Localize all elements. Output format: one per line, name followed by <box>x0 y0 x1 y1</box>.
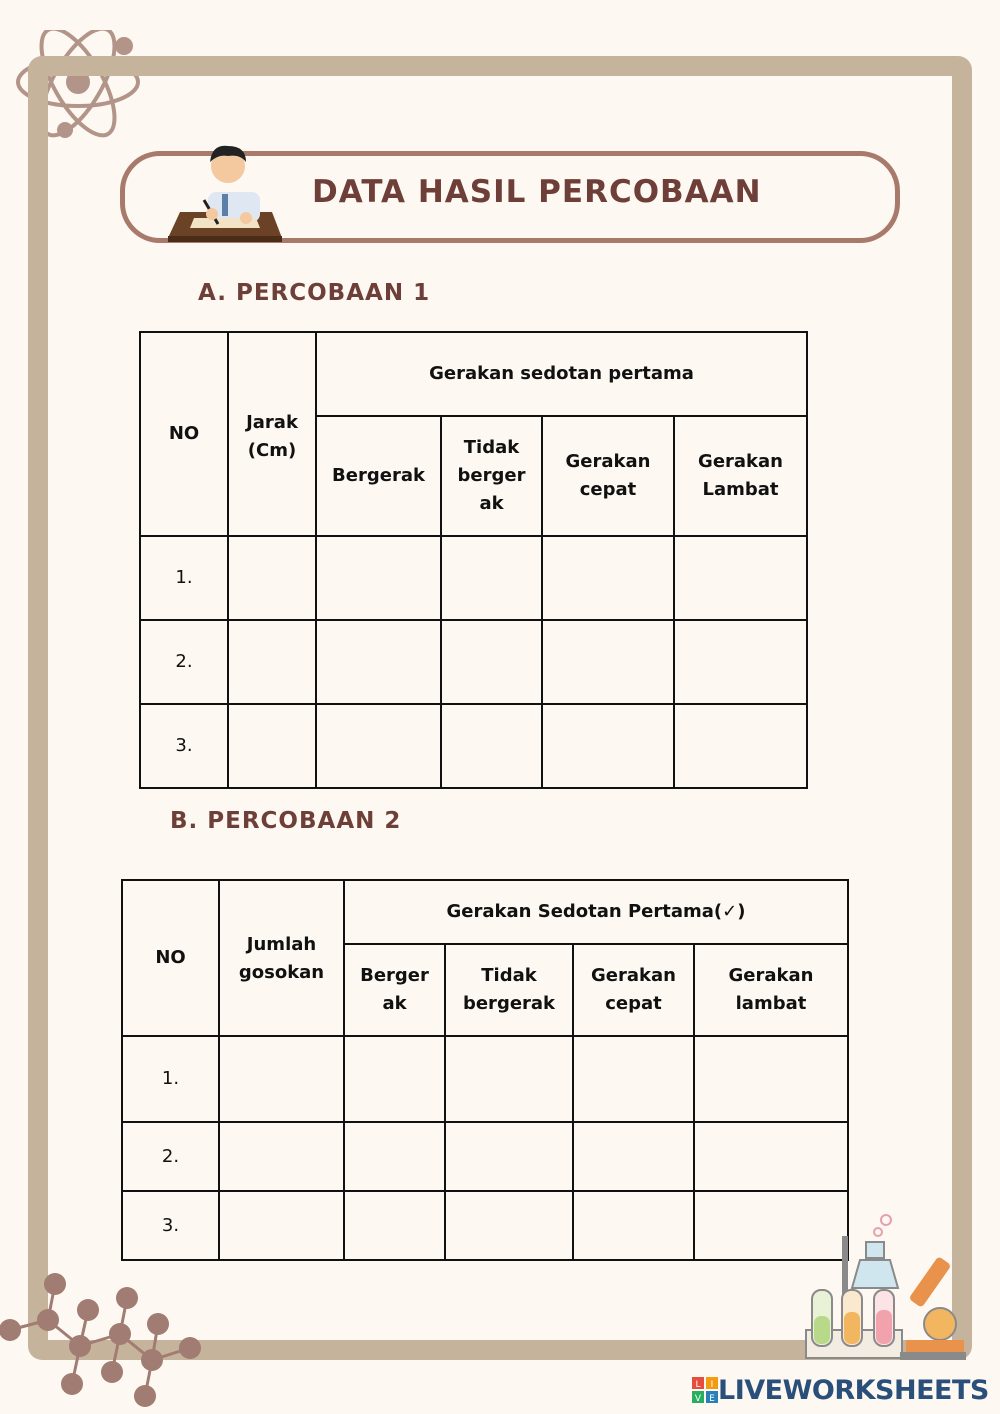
molecule-icon <box>0 1268 215 1414</box>
input-cell[interactable] <box>674 536 807 620</box>
sub-header-gerakan-lambat: Gerakan Lambat <box>674 416 807 536</box>
table-row <box>140 704 807 788</box>
section-b-heading: B. PERCOBAAN 2 <box>170 808 402 834</box>
table-row <box>140 536 807 620</box>
svg-text:V: V <box>694 1394 702 1403</box>
input-cell[interactable] <box>573 1036 694 1122</box>
input-cell[interactable] <box>573 1122 694 1191</box>
row-number: 3. <box>140 704 228 788</box>
input-cell[interactable] <box>228 536 316 620</box>
group-header-gerakan: Gerakan Sedotan Pertama(✓) <box>344 880 848 944</box>
input-cell[interactable] <box>219 1036 344 1122</box>
input-cell[interactable] <box>542 704 674 788</box>
input-cell[interactable] <box>542 620 674 704</box>
col-no-header: NO <box>122 880 219 1036</box>
input-cell[interactable] <box>674 620 807 704</box>
table-row <box>122 1191 848 1260</box>
table-row <box>140 620 807 704</box>
sub-header-gerakan-lambat: Gerakan lambat <box>694 944 848 1036</box>
row-number: 3. <box>122 1191 219 1260</box>
sub-header-tidak-bergerak: Tidak bergerak <box>445 944 573 1036</box>
sub-header-gerakan-cepat: Gerakan cepat <box>573 944 694 1036</box>
input-cell[interactable] <box>445 1191 573 1260</box>
input-cell[interactable] <box>344 1122 445 1191</box>
input-cell[interactable] <box>316 536 441 620</box>
row-number: 1. <box>140 536 228 620</box>
percobaan-1-table <box>139 331 808 789</box>
group-header-gerakan: Gerakan sedotan pertama <box>316 332 807 416</box>
svg-text:E: E <box>709 1394 715 1403</box>
sub-header-bergerak: Berger ak <box>344 944 445 1036</box>
row-number: 2. <box>122 1122 219 1191</box>
input-cell[interactable] <box>344 1191 445 1260</box>
input-cell[interactable] <box>344 1036 445 1122</box>
sub-header-tidak-bergerak: Tidak berger ak <box>441 416 542 536</box>
input-cell[interactable] <box>542 536 674 620</box>
liveworksheets-brand <box>692 1370 989 1410</box>
sub-header-gerakan-cepat: Gerakan cepat <box>542 416 674 536</box>
input-cell[interactable] <box>228 704 316 788</box>
col-jarak-header: Jarak (Cm) <box>228 332 316 536</box>
table-row <box>122 1036 848 1122</box>
input-cell[interactable] <box>573 1191 694 1260</box>
row-number: 2. <box>140 620 228 704</box>
input-cell[interactable] <box>441 620 542 704</box>
input-cell[interactable] <box>445 1122 573 1191</box>
input-cell[interactable] <box>694 1036 848 1122</box>
input-cell[interactable] <box>316 704 441 788</box>
input-cell[interactable] <box>445 1036 573 1122</box>
brand-name: LIVEWORKSHEETS <box>718 1374 989 1406</box>
input-cell[interactable] <box>441 536 542 620</box>
row-number: 1. <box>122 1036 219 1122</box>
col-no-header: NO <box>140 332 228 536</box>
table-row <box>122 1122 848 1191</box>
col-jumlah-header: Jumlah gosokan <box>219 880 344 1036</box>
student-writing-illustration <box>160 138 290 244</box>
lab-equipment-illustration <box>800 1212 970 1362</box>
svg-text:I: I <box>710 1380 714 1390</box>
input-cell[interactable] <box>219 1191 344 1260</box>
input-cell[interactable] <box>228 620 316 704</box>
input-cell[interactable] <box>694 1122 848 1191</box>
input-cell[interactable] <box>316 620 441 704</box>
percobaan-2-table <box>121 879 849 1261</box>
svg-text:L: L <box>695 1380 701 1390</box>
liveworksheets-logo-icon <box>692 1377 718 1403</box>
section-a-heading: A. PERCOBAAN 1 <box>198 280 431 306</box>
input-cell[interactable] <box>674 704 807 788</box>
page-title: DATA HASIL PERCOBAAN <box>312 174 762 210</box>
input-cell[interactable] <box>219 1122 344 1191</box>
sub-header-bergerak: Bergerak <box>316 416 441 536</box>
input-cell[interactable] <box>441 704 542 788</box>
